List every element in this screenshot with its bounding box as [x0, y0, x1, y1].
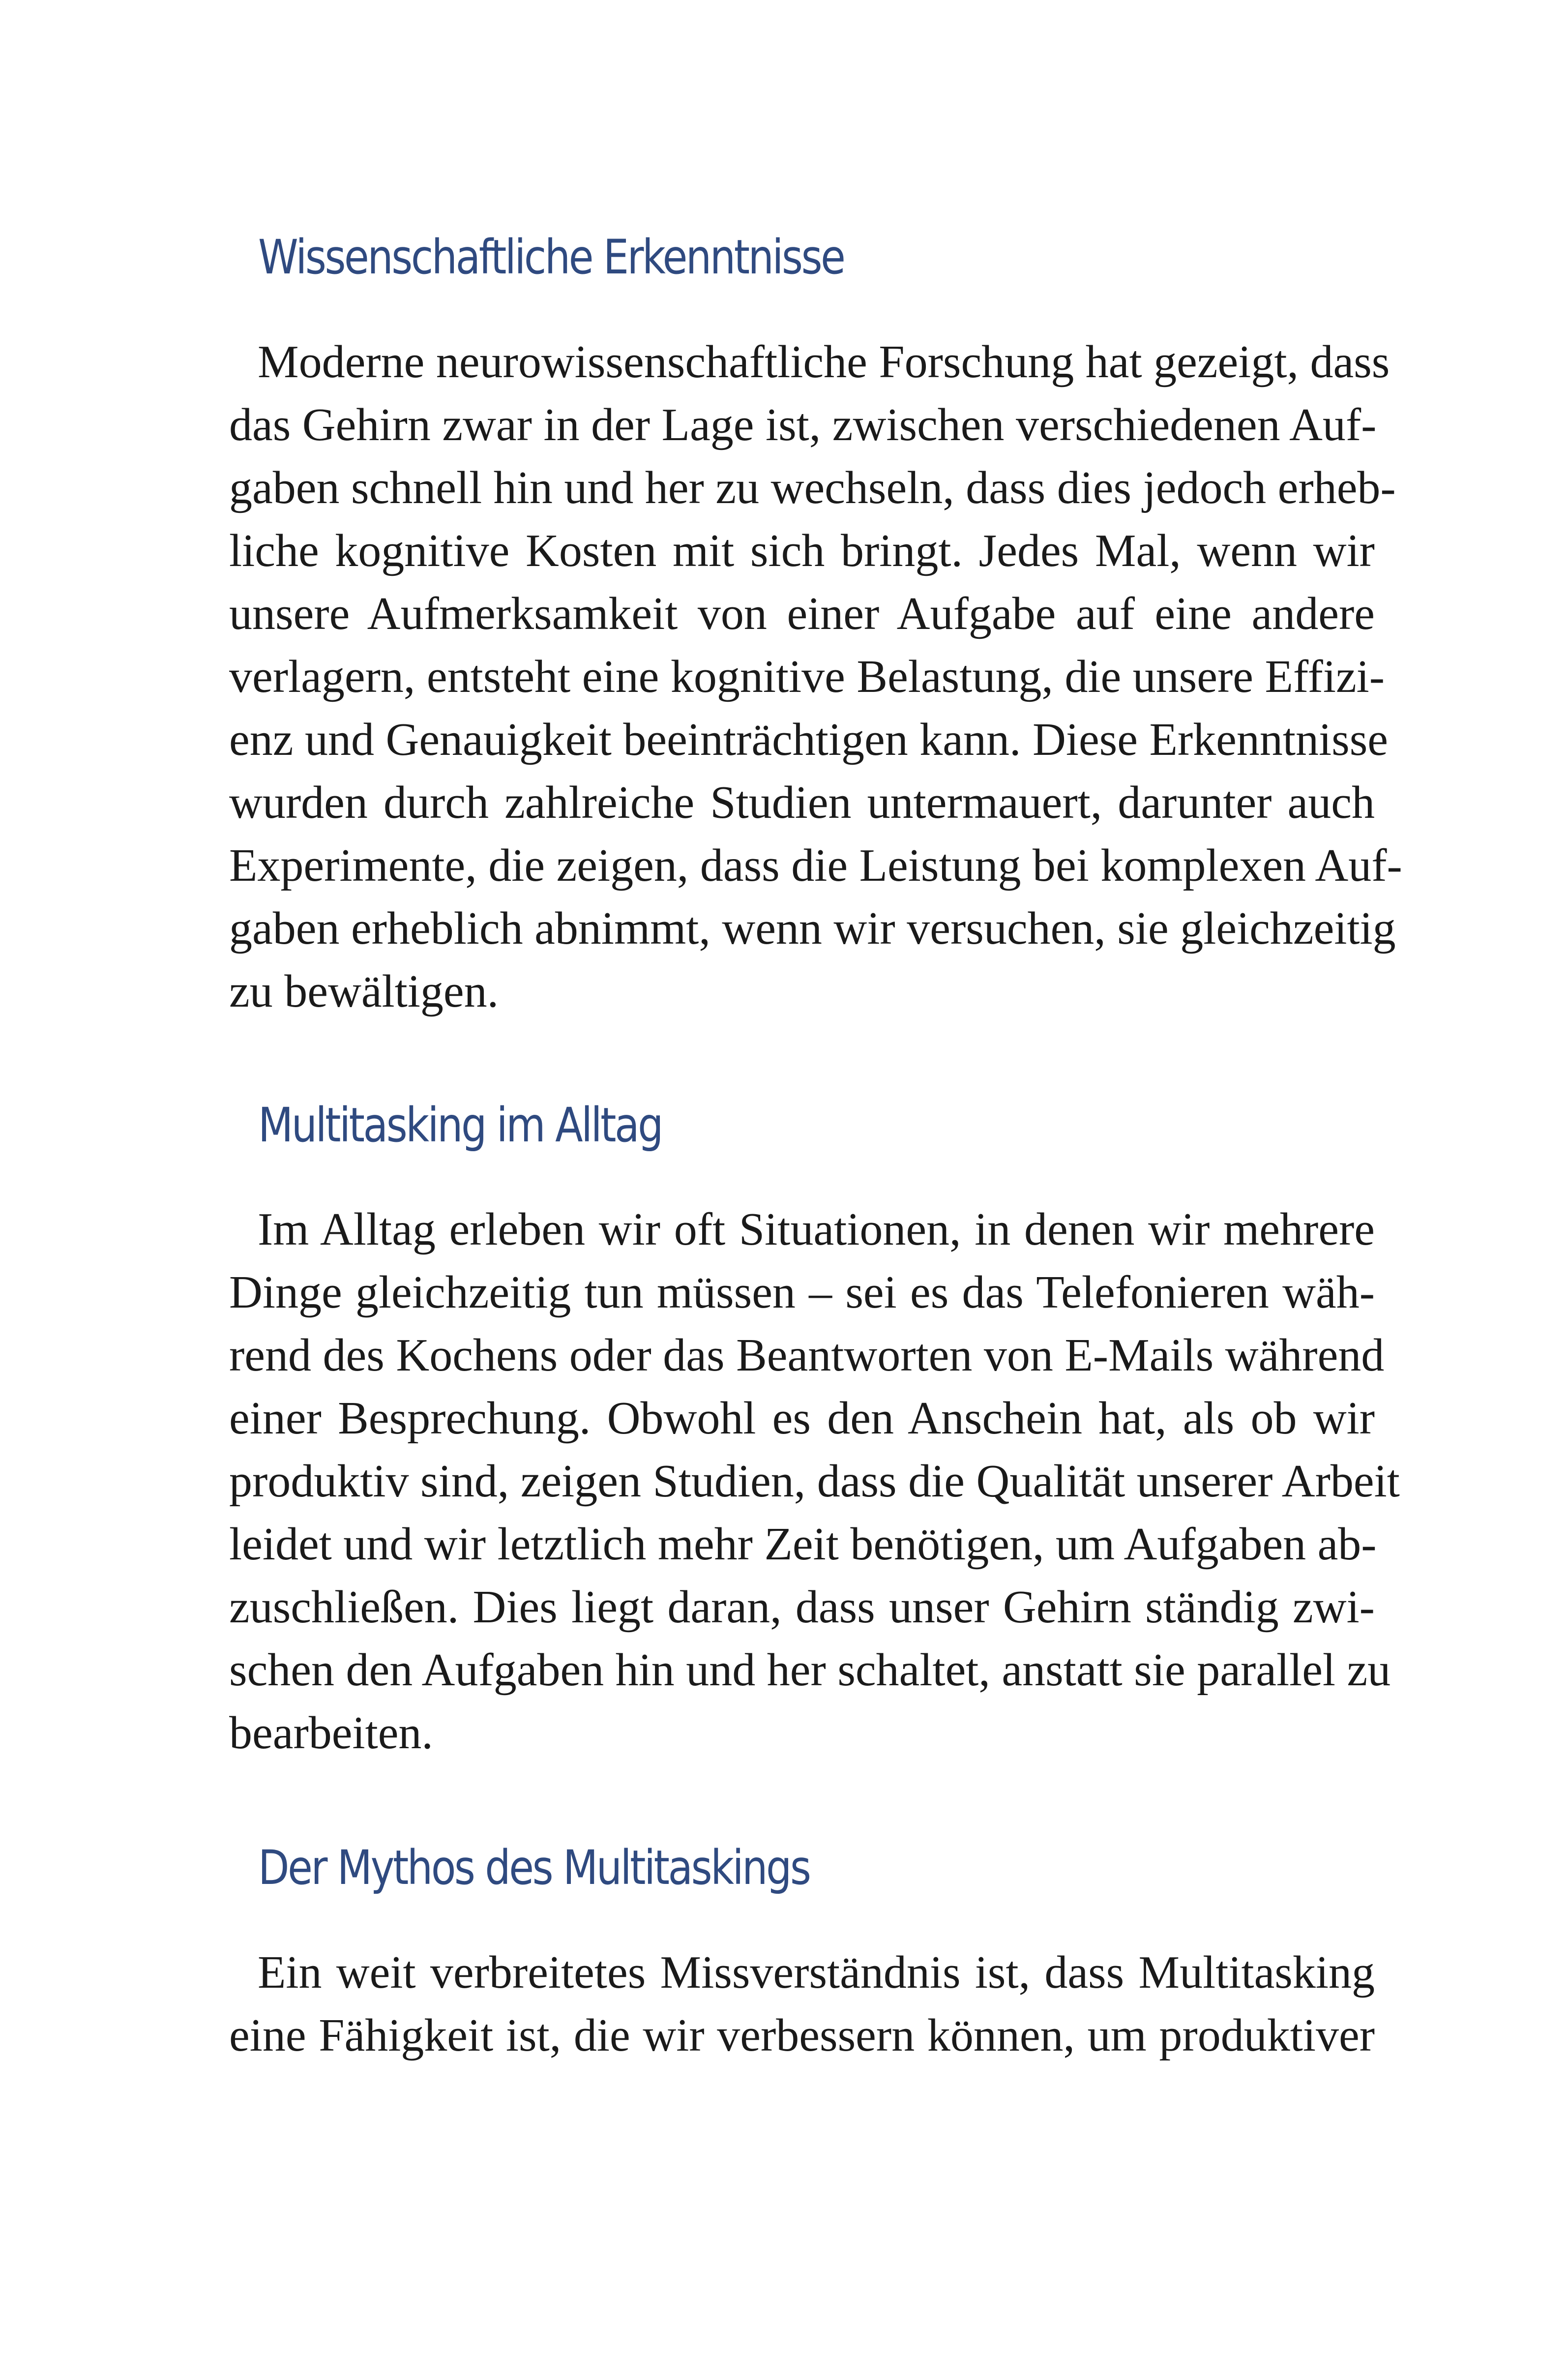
text-line: gaben schnell hin und her zu wechseln, dass dies jedoch erheb- — [229, 462, 1396, 513]
text-line: unsere Aufmerksamkeit von einer Aufgabe auf eine andere — [229, 588, 1375, 639]
text-line: Ein weit verbreitetes Missverständnis ist, dass Multitasking — [258, 1947, 1375, 1998]
text-line: zu bewältigen. — [229, 966, 499, 1017]
text-line: gaben erheblich abnimmt, wenn wir versuchen, sie gleichzeitig — [229, 903, 1396, 954]
section-heading-wissenschaftliche-erkenntnisse: Wissenschaftliche Erkenntnisse — [258, 230, 844, 285]
text-line: einer Besprechung. Obwohl es den Anschein hat, als ob wir — [229, 1393, 1375, 1444]
section-paragraph-der-mythos-des-multitaskings — [229, 1941, 1375, 2067]
section-paragraph-wissenschaftliche-erkenntnisse — [229, 330, 1402, 1023]
text-line: Experimente, die zeigen, dass die Leistung bei komplexen Auf- — [229, 840, 1402, 891]
text-line: verlagern, entsteht eine kognitive Belastung, die unsere Effizi- — [229, 651, 1385, 702]
text-line: wurden durch zahlreiche Studien untermauert, darunter auch — [229, 777, 1375, 828]
text-line: liche kognitive Kosten mit sich bringt. Jedes Mal, wenn wir — [229, 525, 1375, 576]
text-line: Moderne neurowissenschaftliche Forschung hat gezeigt, dass — [258, 336, 1390, 388]
text-line: schen den Aufgaben hin und her schaltet, anstatt sie parallel zu — [229, 1644, 1391, 1696]
section-paragraph-multitasking-im-alltag — [229, 1198, 1400, 1764]
text-line: leidet und wir letztlich mehr Zeit benötigen, um Aufgaben ab- — [229, 1519, 1377, 1570]
text-line: bearbeiten. — [229, 1707, 433, 1759]
text-line: Dinge gleichzeitig tun müssen – sei es das Telefonieren wäh- — [229, 1267, 1375, 1318]
text-line: das Gehirn zwar in der Lage ist, zwischen verschiedenen Auf- — [229, 399, 1377, 450]
section-heading-der-mythos-des-multitaskings: Der Mythos des Multitaskings — [258, 1840, 810, 1895]
text-line: zuschließen. Dies liegt daran, dass unser Gehirn ständig zwi- — [229, 1582, 1375, 1633]
section-heading-multitasking-im-alltag: Multitasking im Alltag — [258, 1098, 662, 1153]
text-line: enz und Genauigkeit beeinträchtigen kann. Diese Erkenntnisse — [229, 714, 1389, 765]
text-line: Im Alltag erleben wir oft Situationen, in denen wir mehrere — [258, 1204, 1375, 1255]
text-line: produktiv sind, zeigen Studien, dass die Qualität unserer Arbeit — [229, 1456, 1400, 1507]
text-line: eine Fähigkeit ist, die wir verbessern können, um produktiver — [229, 2010, 1375, 2061]
text-line: rend des Kochens oder das Beantworten von E-Mails während — [229, 1330, 1385, 1381]
